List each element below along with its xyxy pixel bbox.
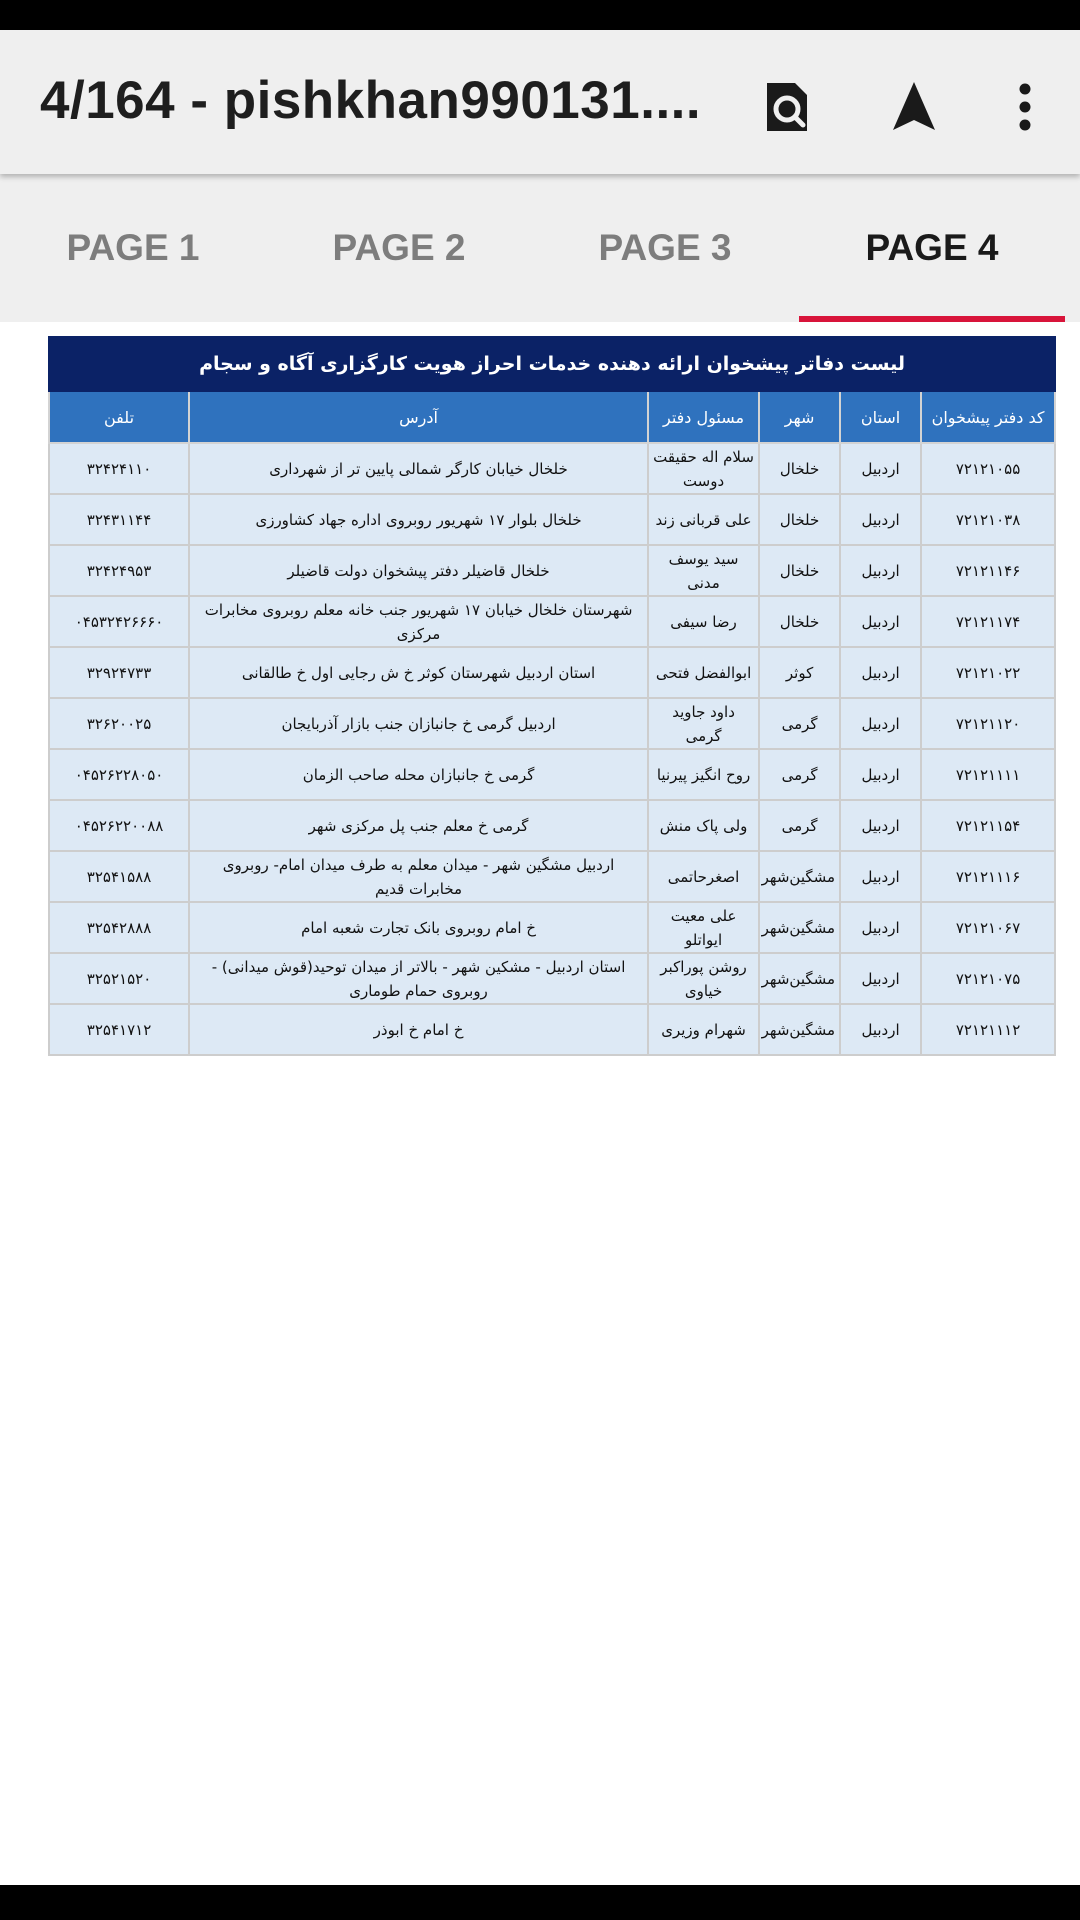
address-cell: خلخال قاضیلر دفتر پیشخوان دولت قاضیلر [189,545,648,596]
phone-cell: ۳۲۹۲۴۷۳۳ [49,647,189,698]
address-cell: گرمی خ جانبازان محله صاحب الزمان [189,749,648,800]
manager-cell: ابوالفضل فتحی [648,647,759,698]
office-code-cell: ۷۲۱۲۱۱۱۶ [921,851,1055,902]
system-navigation-bar [0,1885,1080,1920]
manager-cell: اصغرحاتمی [648,851,759,902]
province-cell: اردبیل [840,902,921,953]
city-cell: مشگین‌شهر [759,953,840,1004]
address-cell: گرمی خ معلم جنب پل مرکزی شهر [189,800,648,851]
city-cell: خلخال [759,443,840,494]
office-code-cell: ۷۲۱۲۱۱۱۱ [921,749,1055,800]
table-title: لیست دفاتر پیشخوان ارائه دهنده خدمات احراز هویت کارگزاری آگاه و سجام [49,337,1055,391]
province-cell: اردبیل [840,647,921,698]
office-code-cell: ۷۲۱۲۱۱۵۴ [921,800,1055,851]
header-city: شهر [759,391,840,443]
phone-cell: ۰۴۵۲۶۲۲۸۰۵۰ [49,749,189,800]
manager-cell: سید یوسف مدنی [648,545,759,596]
phone-cell: ۰۴۵۲۶۲۲۰۰۸۸ [49,800,189,851]
office-code-cell: ۷۲۱۲۱۱۴۶ [921,545,1055,596]
city-cell: کوثر [759,647,840,698]
manager-cell: روشن پوراکبر خیاوی [648,953,759,1004]
table-body [49,443,1055,1055]
table-row [49,698,1055,749]
phone-cell: ۳۲۵۲۱۵۲۰ [49,953,189,1004]
table-row [49,1004,1055,1055]
table-row [49,494,1055,545]
address-cell: خلخال خیابان کارگر شمالی پایین تر از شهرداری [189,443,648,494]
address-cell: اردبیل گرمی خ جانبازان جنب بازار آذربایجان [189,698,648,749]
address-cell: اردبیل مشگین شهر - میدان معلم به طرف میدان امام- روبروی مخابرات قدیم [189,851,648,902]
tab-page-4[interactable]: PAGE 4 [865,227,999,268]
search-doc-icon[interactable] [752,72,822,142]
address-cell: خلخال بلوار ۱۷ شهریور روبروی اداره جهاد کشاورزی [189,494,648,545]
tab-page-3[interactable]: PAGE 3 [598,227,732,268]
address-cell: استان اردبیل شهرستان کوثر خ ش رجایی اول خ طالقانی [189,647,648,698]
table-row [49,443,1055,494]
header-office-code: کد دفتر پیشخوان [921,391,1055,443]
table-row [49,749,1055,800]
province-cell: اردبیل [840,800,921,851]
offices-table [48,336,1056,1056]
document-title: 4/164 - pishkhan990131.... [40,71,702,130]
manager-cell: داود جاوید گرمی [648,698,759,749]
document-page[interactable] [0,322,1080,1885]
province-cell: اردبیل [840,1004,921,1055]
manager-cell: رضا سیفی [648,596,759,647]
navigation-arrow-icon[interactable] [879,72,949,142]
table-row [49,647,1055,698]
manager-cell: علی قربانی زند [648,494,759,545]
header-province: استان [840,391,921,443]
more-vert-icon[interactable] [990,72,1060,142]
status-bar [0,0,1080,30]
office-code-cell: ۷۲۱۲۱۰۵۵ [921,443,1055,494]
office-code-cell: ۷۲۱۲۱۰۶۷ [921,902,1055,953]
address-cell: خ امام خ ابوذر [189,1004,648,1055]
office-code-cell: ۷۲۱۲۱۰۲۲ [921,647,1055,698]
province-cell: اردبیل [840,545,921,596]
province-cell: اردبیل [840,596,921,647]
phone-cell: ۳۲۵۴۱۷۱۲ [49,1004,189,1055]
header-manager: مسئول دفتر [648,391,759,443]
province-cell: اردبیل [840,953,921,1004]
office-code-cell: ۷۲۱۲۱۱۱۲ [921,1004,1055,1055]
province-cell: اردبیل [840,749,921,800]
phone-cell: ۳۲۴۳۱۱۴۴ [49,494,189,545]
city-cell: مشگین‌شهر [759,851,840,902]
city-cell: مشگین‌شهر [759,902,840,953]
province-cell: اردبیل [840,494,921,545]
phone-cell: ۰۴۵۳۲۴۲۶۶۶۰ [49,596,189,647]
province-cell: اردبیل [840,443,921,494]
address-cell: استان اردبیل - مشکین شهر - بالاتر از میدان توحید(قوش میدانی) - روبروی حمام طوماری [189,953,648,1004]
city-cell: گرمی [759,800,840,851]
header-phone: تلفن [49,391,189,443]
office-code-cell: ۷۲۱۲۱۰۷۵ [921,953,1055,1004]
office-code-cell: ۷۲۱۲۱۰۳۸ [921,494,1055,545]
table-row [49,596,1055,647]
city-cell: گرمی [759,749,840,800]
manager-cell: شهرام وزیری [648,1004,759,1055]
province-cell: اردبیل [840,851,921,902]
city-cell: گرمی [759,698,840,749]
manager-cell: علی معیت ایواتلو [648,902,759,953]
phone-cell: ۳۲۵۴۲۸۸۸ [49,902,189,953]
tab-page-2[interactable]: PAGE 2 [332,227,466,268]
office-code-cell: ۷۲۱۲۱۱۷۴ [921,596,1055,647]
office-code-cell: ۷۲۱۲۱۱۲۰ [921,698,1055,749]
page-tab-bar [0,174,1080,322]
city-cell: خلخال [759,596,840,647]
city-cell: خلخال [759,545,840,596]
manager-cell: ولی پاک منش [648,800,759,851]
manager-cell: سلام اله حقیقت دوست [648,443,759,494]
table-row [49,545,1055,596]
app-bar [0,30,1080,174]
table-header-row [49,391,1055,443]
manager-cell: روح انگیز پیرنیا [648,749,759,800]
tab-page-1[interactable]: PAGE 1 [66,227,200,268]
phone-cell: ۳۲۴۲۴۹۵۳ [49,545,189,596]
address-cell: شهرستان خلخال خیابان ۱۷ شهریور جنب خانه معلم روبروی مخابرات مرکزی [189,596,648,647]
table-row [49,902,1055,953]
phone-cell: ۳۲۵۴۱۵۸۸ [49,851,189,902]
city-cell: مشگین‌شهر [759,1004,840,1055]
table-row [49,953,1055,1004]
province-cell: اردبیل [840,698,921,749]
table-row [49,800,1055,851]
table-row [49,851,1055,902]
header-address: آدرس [189,391,648,443]
address-cell: خ امام روبروی بانک تجارت شعبه امام [189,902,648,953]
phone-cell: ۳۲۴۲۴۱۱۰ [49,443,189,494]
phone-cell: ۳۲۶۲۰۰۲۵ [49,698,189,749]
city-cell: خلخال [759,494,840,545]
